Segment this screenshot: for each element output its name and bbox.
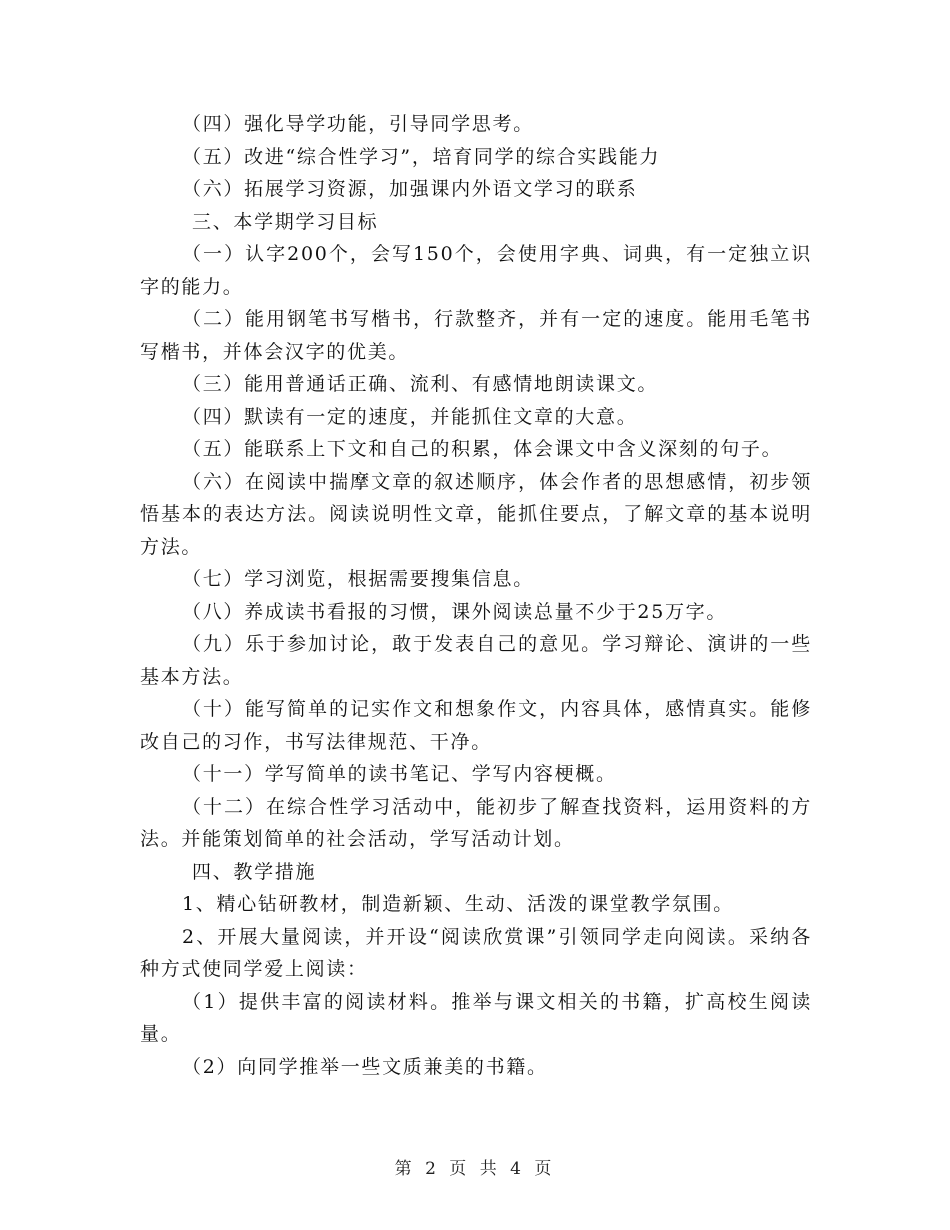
goal-7: （七）学习浏览，根据需要搜集信息。 (182, 568, 534, 590)
goal-2: （二）能用钢笔书写楷书，行款整齐，并有一定的速度。能用毛笔书写楷书，并体会汉字的优美。 (140, 308, 812, 363)
goal-9: （九）乐于参加讨论，敢于发表自己的意见。学习辩论、演讲的一些基本方法。 (140, 633, 812, 688)
goal-10: （十）能写简单的记实作文和想象作文，内容具体，感情真实。能修改自己的习作，书写法律规范、干净。 (140, 698, 812, 753)
goal-11: （十一）学写简单的读书笔记、学写内容梗概。 (182, 763, 617, 785)
goal-12: （十二）在综合性学习活动中，能初步了解查找资料，运用资料的方法。并能策划简单的社会活动，学写活动计划。 (140, 795, 812, 850)
section-heading-goals: 三、本学期学习目标 (192, 210, 379, 233)
goal-8: （八）养成读书看报的习惯，课外阅读总量不少于25万字。 (182, 600, 728, 623)
paragraph-6-expand-resources: （六）拓展学习资源，加强课内外语文学习的联系 (182, 178, 638, 200)
goal-1: （一）认字200个，会写150个，会使用字典、词典，有一定独立识字的能力。 (140, 243, 812, 298)
measure-1: 1、精心钻研教材，制造新颖、生动、活泼的课堂教学氛围。 (182, 893, 734, 915)
paragraph-4-strengthen-guidance: （四）强化导学功能，引导同学思考。 (182, 113, 534, 135)
goal-5: （五）能联系上下文和自己的积累，体会课文中含义深刻的句子。 (182, 438, 783, 460)
measure-2-item-2: （2）向同学推举一些文质兼美的书籍。 (182, 1055, 548, 1078)
section-heading-measures: 四、教学措施 (192, 860, 317, 883)
paragraph-5-comprehensive-learning: （五）改进“综合性学习”，培育同学的综合实践能力 (182, 145, 661, 168)
goal-6: （六）在阅读中揣摩文章的叙述顺序，体会作者的思想感情，初步领悟基本的表达方法。阅读说明性文章，能抓住要点，了解文章的基本说明方法。 (140, 470, 812, 558)
document-body (140, 108, 812, 1083)
measure-2: 2、开展大量阅读，并开设“阅读欣赏课”引领同学走向阅读。采纳各种方式使同学爱上阅读： (140, 925, 812, 980)
goal-4: （四）默读有一定的速度，并能抓住文章的大意。 (182, 405, 638, 428)
goal-3: （三）能用普通话正确、流利、有感情地朗读课文。 (182, 373, 659, 395)
measure-2-item-1: （1）提供丰富的阅读材料。推举与课文相关的书籍，扩高校生阅读量。 (140, 990, 812, 1045)
page-number-footer: 第 2 页 共 4 页 (394, 1159, 556, 1179)
